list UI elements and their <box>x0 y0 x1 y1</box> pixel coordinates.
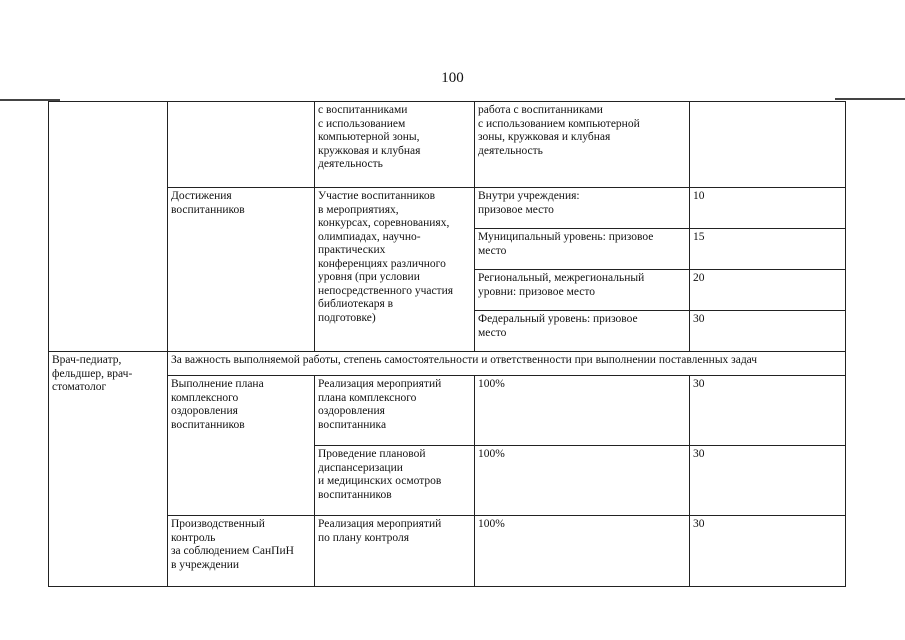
criterion-cell: Участие воспитанников в мероприятиях, конкурсах, соревнованиях, олимпиадах, научно- практических конференциях различного уровня (при условии непосредственного участия библиотекаря в подготовке) <box>315 188 475 352</box>
criterion-cell: Проведение плановой диспансеризации и медицинских осмотров воспитанников <box>315 446 475 516</box>
points-cell: 30 <box>690 311 846 352</box>
condition-cell: Региональный, межрегиональный уровни: призовое место <box>475 270 690 311</box>
points-cell <box>690 102 846 188</box>
points-cell: 10 <box>690 188 846 229</box>
page-number: 100 <box>441 70 464 86</box>
indicator-cell: Достижения воспитанников <box>168 188 315 352</box>
criterion-cell: с воспитанниками с использованием компьютерной зоны, кружковая и клубная деятельность <box>315 102 475 188</box>
condition-cell: Муниципальный уровень: призовое место <box>475 229 690 270</box>
payment-criteria-table <box>48 101 846 587</box>
table-row <box>49 376 846 446</box>
section-header-cell: За важность выполняемой работы, степень самостоятельности и ответственности при выполнении поставленных задач <box>168 352 846 376</box>
points-cell: 20 <box>690 270 846 311</box>
points-cell: 30 <box>690 376 846 446</box>
table-row <box>49 188 846 229</box>
points-cell: 15 <box>690 229 846 270</box>
condition-cell: 100% <box>475 446 690 516</box>
condition-cell: 100% <box>475 516 690 587</box>
criterion-cell: Реализация мероприятий по плану контроля <box>315 516 475 587</box>
points-cell: 30 <box>690 446 846 516</box>
table-row <box>49 352 846 376</box>
condition-cell: работа с воспитанниками с использованием компьютерной зоны, кружковая и клубная деятельность <box>475 102 690 188</box>
position-cell <box>49 102 168 352</box>
criterion-cell: Реализация мероприятий плана комплексного оздоровления воспитанника <box>315 376 475 446</box>
table-row <box>49 516 846 587</box>
points-cell: 30 <box>690 516 846 587</box>
scan-artifact-right <box>835 98 905 100</box>
condition-cell: Внутри учреждения: призовое место <box>475 188 690 229</box>
condition-cell: Федеральный уровень: призовое место <box>475 311 690 352</box>
indicator-cell <box>168 102 315 188</box>
indicator-cell: Выполнение плана комплексного оздоровления воспитанников <box>168 376 315 516</box>
indicator-cell: Производственный контроль за соблюдением СанПиН в учреждении <box>168 516 315 587</box>
table-row <box>49 102 846 188</box>
condition-cell: 100% <box>475 376 690 446</box>
position-cell: Врач-педиатр, фельдшер, врач- стоматолог <box>49 352 168 587</box>
